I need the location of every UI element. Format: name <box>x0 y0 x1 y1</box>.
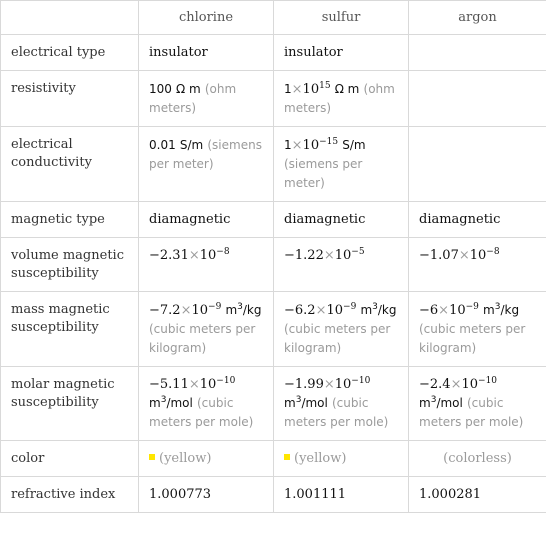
color-name: (colorless) <box>443 451 512 466</box>
exponent: −10 <box>351 376 371 386</box>
unit-base: m <box>483 303 495 317</box>
unit-base: m <box>360 303 373 317</box>
times-sign: × <box>450 377 462 392</box>
unit-name: (cubic meters per mole) <box>284 396 389 429</box>
times-sign: × <box>188 248 200 263</box>
base: 10 <box>449 303 466 318</box>
unit-name: (siemens per meter) <box>149 138 262 171</box>
mantissa: −1.07 <box>419 248 459 263</box>
base: 10 <box>334 377 352 392</box>
cell-value <box>274 238 409 292</box>
cell-value: diamagnetic <box>409 202 546 238</box>
unit-exponent: 3 <box>430 395 437 405</box>
color-swatch-icon <box>284 454 290 460</box>
cell-value: 1.000281 <box>409 477 546 513</box>
unit-exponent: 3 <box>295 395 302 405</box>
unit-exponent: 3 <box>372 302 378 312</box>
cell-value <box>139 292 274 367</box>
unit-denominator: /kg <box>500 303 520 317</box>
mantissa: −1.99 <box>284 377 324 392</box>
mantissa: 0.01 <box>149 138 176 152</box>
base: 10 <box>191 303 209 318</box>
mantissa: 1 <box>284 82 292 96</box>
base: 10 <box>302 138 320 153</box>
unit-exponent: 3 <box>494 302 501 312</box>
cell-value <box>139 238 274 292</box>
unit-denominator: /mol <box>301 396 328 410</box>
color-name: (yellow) <box>159 451 212 466</box>
times-sign: × <box>180 303 192 318</box>
mantissa: −5.11 <box>149 377 189 392</box>
header-sulfur: sulfur <box>274 1 409 35</box>
exponent: −8 <box>216 247 230 257</box>
unit-denominator: /mol <box>166 396 193 410</box>
unit-symbol: S/m <box>342 138 366 152</box>
cell-value <box>139 71 274 127</box>
mantissa: 100 <box>149 82 172 96</box>
unit-symbol: Ω m <box>334 82 360 96</box>
row-label: electrical type <box>1 35 139 71</box>
table-row <box>1 441 546 477</box>
mantissa: −1.22 <box>284 248 324 263</box>
cell-value <box>274 127 409 202</box>
unit-symbol <box>225 303 261 317</box>
row-label: volume magnetic susceptibility <box>1 238 139 292</box>
cell-value <box>409 441 546 477</box>
times-sign: × <box>323 248 335 263</box>
header-argon: argon <box>409 1 546 35</box>
cell-value <box>274 441 409 477</box>
unit-symbol <box>483 303 519 317</box>
cell-value <box>409 367 546 441</box>
unit-base: m <box>149 396 161 410</box>
cell-value <box>274 71 409 127</box>
row-label: electrical conductivity <box>1 127 139 202</box>
cell-value: diamagnetic <box>139 202 274 238</box>
table-row <box>1 477 546 513</box>
exponent: −9 <box>208 302 222 312</box>
unit-denominator: /mol <box>436 396 463 410</box>
times-sign: × <box>315 303 327 318</box>
cell-value <box>139 367 274 441</box>
times-sign: × <box>188 377 200 392</box>
table-row <box>1 292 546 367</box>
times-sign: × <box>438 303 450 318</box>
unit-base: m <box>284 396 296 410</box>
cell-value <box>139 441 274 477</box>
base: 10 <box>302 82 320 97</box>
unit-name: (cubic meters per kilogram) <box>419 322 526 355</box>
unit-name: (cubic meters per mole) <box>149 396 254 429</box>
exponent: −10 <box>216 376 236 386</box>
exponent: −15 <box>319 137 339 147</box>
table-row <box>1 238 546 292</box>
cell-value <box>409 35 546 71</box>
unit-name: (cubic meters per kilogram) <box>149 322 256 355</box>
table-row <box>1 367 546 441</box>
base: 10 <box>461 377 479 392</box>
cell-value <box>409 238 546 292</box>
unit-name: (ohm meters) <box>149 82 237 115</box>
cell-value: insulator <box>274 35 409 71</box>
cell-value: 1.000773 <box>139 477 274 513</box>
unit-exponent: 3 <box>160 395 167 405</box>
unit-symbol <box>419 396 463 410</box>
exponent: 15 <box>319 81 331 91</box>
mantissa: −7.2 <box>149 303 181 318</box>
cell-value <box>274 292 409 367</box>
mantissa: −6 <box>419 303 439 318</box>
row-label: resistivity <box>1 71 139 127</box>
header-row <box>1 1 546 35</box>
exponent: −8 <box>486 247 500 257</box>
row-label: mass magnetic susceptibility <box>1 292 139 367</box>
mantissa: −2.4 <box>419 377 451 392</box>
base: 10 <box>326 303 344 318</box>
cell-value <box>274 367 409 441</box>
cell-value <box>139 127 274 202</box>
unit-symbol <box>149 396 193 410</box>
unit-name: (ohm meters) <box>284 82 395 115</box>
row-label: magnetic type <box>1 202 139 238</box>
header-empty-cell <box>1 1 139 35</box>
base: 10 <box>199 248 217 263</box>
unit-symbol <box>360 303 396 317</box>
unit-exponent: 3 <box>237 302 243 312</box>
base: 10 <box>199 377 217 392</box>
cell-value <box>409 127 546 202</box>
exponent: −9 <box>343 302 357 312</box>
cell-value: diamagnetic <box>274 202 409 238</box>
table-row <box>1 127 546 202</box>
unit-base: m <box>419 396 431 410</box>
row-label: refractive index <box>1 477 139 513</box>
unit-denominator: /kg <box>377 303 397 317</box>
unit-name: (cubic meters per mole) <box>419 396 524 429</box>
cell-value <box>409 292 546 367</box>
table-row <box>1 202 546 238</box>
unit-name: (siemens per meter) <box>284 157 363 190</box>
times-sign: × <box>291 138 303 153</box>
unit-base: m <box>225 303 238 317</box>
times-sign: × <box>458 248 470 263</box>
mantissa: 1 <box>284 138 292 152</box>
base: 10 <box>469 248 487 263</box>
exponent: −9 <box>465 302 479 312</box>
unit-name: (cubic meters per kilogram) <box>284 322 391 355</box>
cell-value <box>409 71 546 127</box>
cell-value: 1.001111 <box>274 477 409 513</box>
unit-symbol <box>284 396 328 410</box>
row-label: molar magnetic susceptibility <box>1 367 139 441</box>
color-swatch-icon <box>149 454 155 460</box>
unit-denominator: /kg <box>242 303 262 317</box>
color-name: (yellow) <box>294 451 347 466</box>
times-sign: × <box>323 377 335 392</box>
exponent: −5 <box>351 247 365 257</box>
header-chlorine: chlorine <box>139 1 274 35</box>
cell-value: insulator <box>139 35 274 71</box>
exponent: −10 <box>478 376 498 386</box>
mantissa: −6.2 <box>284 303 316 318</box>
table-row <box>1 35 546 71</box>
times-sign: × <box>291 82 303 97</box>
unit-symbol: S/m <box>179 138 204 152</box>
row-label: color <box>1 441 139 477</box>
base: 10 <box>334 248 352 263</box>
table-row <box>1 71 546 127</box>
unit-symbol: Ω m <box>176 82 201 96</box>
mantissa: −2.31 <box>149 248 189 263</box>
